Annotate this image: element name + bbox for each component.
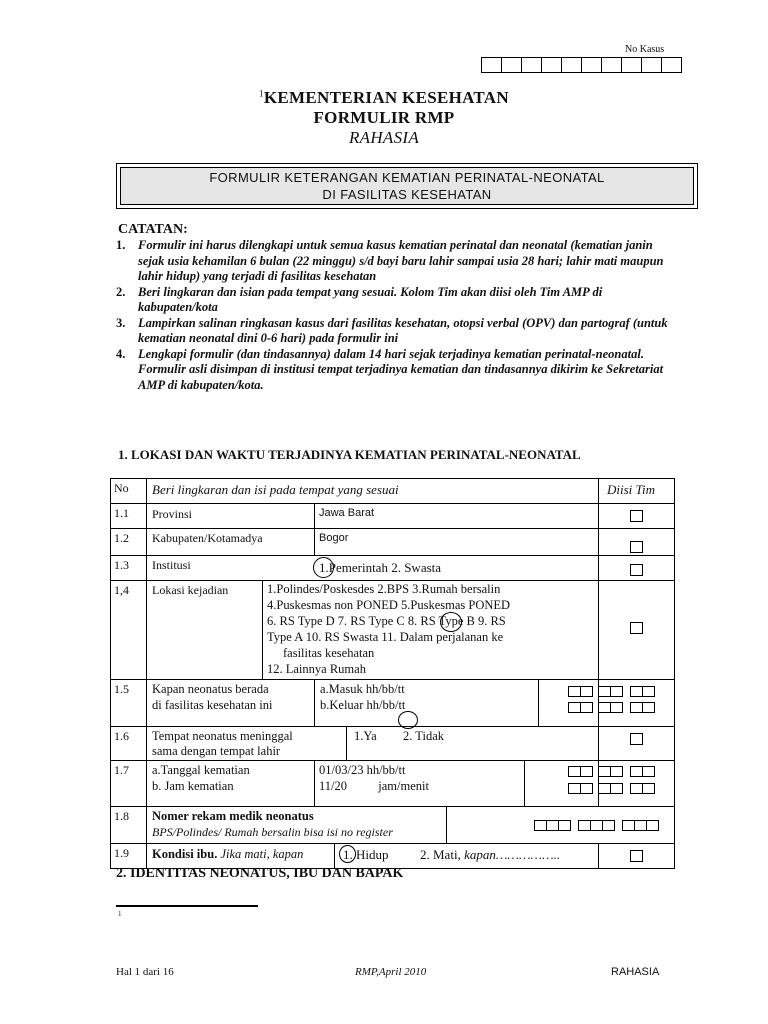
note-item: [116, 347, 676, 394]
no-kasus-cell[interactable]: [641, 57, 662, 73]
record-box[interactable]: [646, 820, 659, 831]
mother-dead-when: kapan……………..: [464, 847, 561, 862]
table-rule: [262, 580, 263, 679]
note-number: 4.: [116, 346, 126, 361]
no-kasus-cell[interactable]: [601, 57, 622, 73]
no-kasus-label: No Kasus: [625, 44, 665, 55]
mother-dead-option[interactable]: [420, 847, 560, 862]
medical-record-hint: BPS/Polindes/ Rumah bersalin bisa isi no register: [152, 825, 393, 839]
note-number: 1.: [116, 238, 126, 252]
note-text: Lampirkan salinan ringkasan kasus dari fasilitas kesehatan, otopsi verbal (OPV) dan partograf (untuk kematian neonatal dini 0-6 hari) pada formulir ini: [138, 315, 668, 345]
death-place-label-1: Tempat neonatus meninggal: [152, 729, 293, 743]
table-rule: [538, 679, 539, 726]
footnote-divider: [116, 905, 258, 907]
regency-label: Kabupaten/Kotamadya: [152, 531, 263, 545]
mother-alive-option[interactable]: 1. Hidup: [343, 847, 389, 862]
form-title: FORMULIR RMP: [313, 108, 455, 127]
no-kasus-cell[interactable]: [561, 57, 582, 73]
footer-confidential: RAHASIA: [611, 966, 660, 978]
death-place-label-2: sama dengan tempat lahir: [152, 744, 281, 758]
note-text: Lengkapi formulir (dan tindasannya) dalam 14 hari sejak terjadinya kematian perinatal-neonatal. Formulir asli disimpan di institusi tempat terjadinya kematian dan tindasannya dikirim ke Sekretariat AMP di kabupaten/kota.: [138, 346, 664, 392]
row-number: 1.1: [114, 506, 129, 520]
date-box[interactable]: [642, 702, 655, 713]
institution-options[interactable]: 1.Pemerintah 2. Swasta: [319, 560, 442, 575]
table-rule: [110, 478, 111, 869]
date-box[interactable]: [580, 766, 593, 777]
selection-circle: [398, 711, 418, 729]
medical-record-label: Nomer rekam medik neonatus: [152, 809, 314, 823]
province-label: Provinsi: [152, 507, 193, 521]
tim-checkbox[interactable]: [630, 733, 643, 745]
date-box[interactable]: [610, 686, 623, 697]
death-date-label: a.Tanggal kematian: [152, 763, 250, 777]
table-rule: [334, 843, 335, 868]
table-rule: [314, 503, 315, 555]
footnote-number: 1: [118, 910, 122, 918]
tim-checkbox[interactable]: [630, 622, 643, 634]
location-option-line[interactable]: 4.Puskesmas non PONED 5.Puskesmas PONED: [267, 598, 511, 612]
table-rule: [110, 806, 675, 807]
row-number: 1.8: [114, 809, 129, 823]
tim-checkbox[interactable]: [630, 541, 643, 553]
no-kasus-cell[interactable]: [521, 57, 542, 73]
row-number: 1.7: [114, 763, 129, 777]
date-box[interactable]: [580, 686, 593, 697]
death-time-value[interactable]: 11/20 jam/menit: [319, 779, 429, 793]
banner-line-2: DI FASILITAS KESEHATAN: [322, 187, 492, 202]
selection-circle: [339, 845, 356, 863]
table-rule: [110, 555, 675, 556]
location-option-line[interactable]: 1.Polindes/Poskesdes 2.BPS 3.Rumah bersalin: [267, 582, 501, 596]
confidential-title: RAHASIA: [348, 128, 420, 147]
date-box[interactable]: [610, 766, 623, 777]
row-number: 1,4: [114, 583, 129, 597]
admission-label-2: di fasilitas kesehatan ini: [152, 698, 273, 712]
form-banner: [120, 167, 694, 205]
section-2-title: 2. IDENTITAS NEONATUS, IBU DAN BAPAK: [116, 866, 404, 881]
mother-condition-hint: Jika mati, kapan: [217, 847, 304, 861]
record-box[interactable]: [602, 820, 615, 831]
table-rule: [314, 679, 315, 726]
death-time-label: b. Jam kematian: [152, 779, 234, 793]
mother-condition-bold: Kondisi ibu.: [152, 847, 218, 861]
date-box[interactable]: [642, 686, 655, 697]
date-box[interactable]: [642, 766, 655, 777]
note-item: [116, 316, 676, 347]
col-header-instruction: Beri lingkaran dan isi pada tempat yang sesuai: [152, 482, 399, 497]
time-box[interactable]: [580, 783, 593, 794]
col-header-tim: Diisi Tim: [607, 482, 656, 497]
table-rule: [524, 760, 525, 806]
table-rule: [110, 580, 675, 581]
admission-in[interactable]: a.Masuk hh/bb/tt: [320, 682, 405, 696]
regency-value[interactable]: Bogor: [319, 532, 349, 544]
footer-page-number: Hal 1 dari 16: [116, 966, 174, 978]
no-kasus-cell[interactable]: [501, 57, 522, 73]
row-number: 1.5: [114, 682, 129, 696]
mother-dead-label: 2. Mati,: [420, 847, 465, 862]
no-kasus-cell[interactable]: [481, 57, 502, 73]
table-rule: [674, 478, 675, 869]
table-rule: [598, 843, 599, 869]
section-1-title: 1. LOKASI DAN WAKTU TERJADINYA KEMATIAN PERINATAL-NEONATAL: [118, 447, 581, 462]
title-footnote-mark: 1: [259, 88, 264, 99]
table-rule: [346, 726, 347, 760]
death-date-value[interactable]: 01/03/23 hh/bb/tt: [319, 763, 406, 777]
note-item: [116, 238, 676, 285]
death-place-yes[interactable]: 1.Ya: [354, 729, 377, 743]
location-label: Lokasi kejadian: [152, 583, 229, 597]
selection-circle: [440, 612, 462, 632]
note-text: Formulir ini harus dilengkapi untuk semua kasus kematian perinatal dan neonatal (kematian janin sejak usia kehamilan 6 bulan (22 minggu) s/d bayi baru lahir sampai usia 28 hari; lahir mati maupun lahir hidup) yang terjadi di fasilitas kesehatan: [138, 238, 664, 283]
table-rule: [446, 806, 447, 843]
note-text: Beri lingkaran dan isian pada tempat yang sesuai. Kolom Tim akan diisi oleh Tim AMP di kabupaten/kota: [138, 284, 603, 314]
mother-condition-label: [152, 847, 303, 862]
no-kasus-field[interactable]: [481, 57, 681, 73]
location-option-line[interactable]: 6. RS Type D 7. RS Type C 8. RS Type B 9. RS: [267, 614, 506, 628]
time-box[interactable]: [642, 783, 655, 794]
table-rule: [110, 478, 675, 479]
death-place-no[interactable]: 2. Tidak: [403, 729, 444, 743]
tim-checkbox[interactable]: [630, 564, 643, 576]
row-number: 1.9: [114, 846, 129, 860]
row-number: 1.6: [114, 729, 129, 743]
table-rule: [598, 478, 599, 807]
province-value[interactable]: Jawa Barat: [319, 507, 375, 519]
no-kasus-cell[interactable]: [661, 57, 682, 73]
note-number: 3.: [116, 315, 126, 330]
selection-circle: [313, 557, 334, 578]
notes-list: [116, 238, 676, 393]
no-kasus-cell[interactable]: [581, 57, 602, 73]
table-rule: [110, 503, 675, 504]
time-box[interactable]: [610, 783, 623, 794]
admission-label-1: Kapan neonatus berada: [152, 682, 269, 696]
row-number: 1.3: [114, 558, 129, 572]
row-number: 1.2: [114, 531, 129, 545]
ministry-title-text: KEMENTERIAN KESEHATAN: [263, 88, 509, 107]
tim-checkbox[interactable]: [630, 510, 643, 522]
banner-line-1: FORMULIR KETERANGAN KEMATIAN PERINATAL-NEONATAL: [209, 170, 605, 185]
table-rule: [110, 726, 675, 727]
location-option-line[interactable]: fasilitas kesehatan: [283, 646, 375, 660]
table-rule: [110, 528, 675, 529]
date-box[interactable]: [610, 702, 623, 713]
ministry-title: [0, 88, 768, 108]
tim-checkbox[interactable]: [630, 850, 643, 862]
location-option-line[interactable]: 12. Lainnya Rumah: [267, 662, 366, 676]
footer-form-version: RMP,April 2010: [355, 966, 427, 978]
institution-label: Institusi: [152, 558, 191, 572]
table-rule: [110, 760, 675, 761]
table-rule: [314, 760, 315, 806]
table-rule: [146, 478, 147, 869]
notes-heading: CATATAN:: [118, 222, 188, 237]
table-rule: [110, 679, 675, 680]
admission-out[interactable]: b.Keluar hh/bb/tt: [320, 698, 406, 712]
col-header-no: No: [114, 481, 129, 495]
no-kasus-cell[interactable]: [541, 57, 562, 73]
location-option-line[interactable]: Type A 10. RS Swasta 11. Dalam perjalanan ke: [267, 630, 504, 644]
table-rule: [110, 843, 675, 844]
record-box[interactable]: [558, 820, 571, 831]
note-number: 2.: [116, 284, 126, 299]
no-kasus-cell[interactable]: [621, 57, 642, 73]
note-item: [116, 285, 676, 316]
date-box[interactable]: [580, 702, 593, 713]
